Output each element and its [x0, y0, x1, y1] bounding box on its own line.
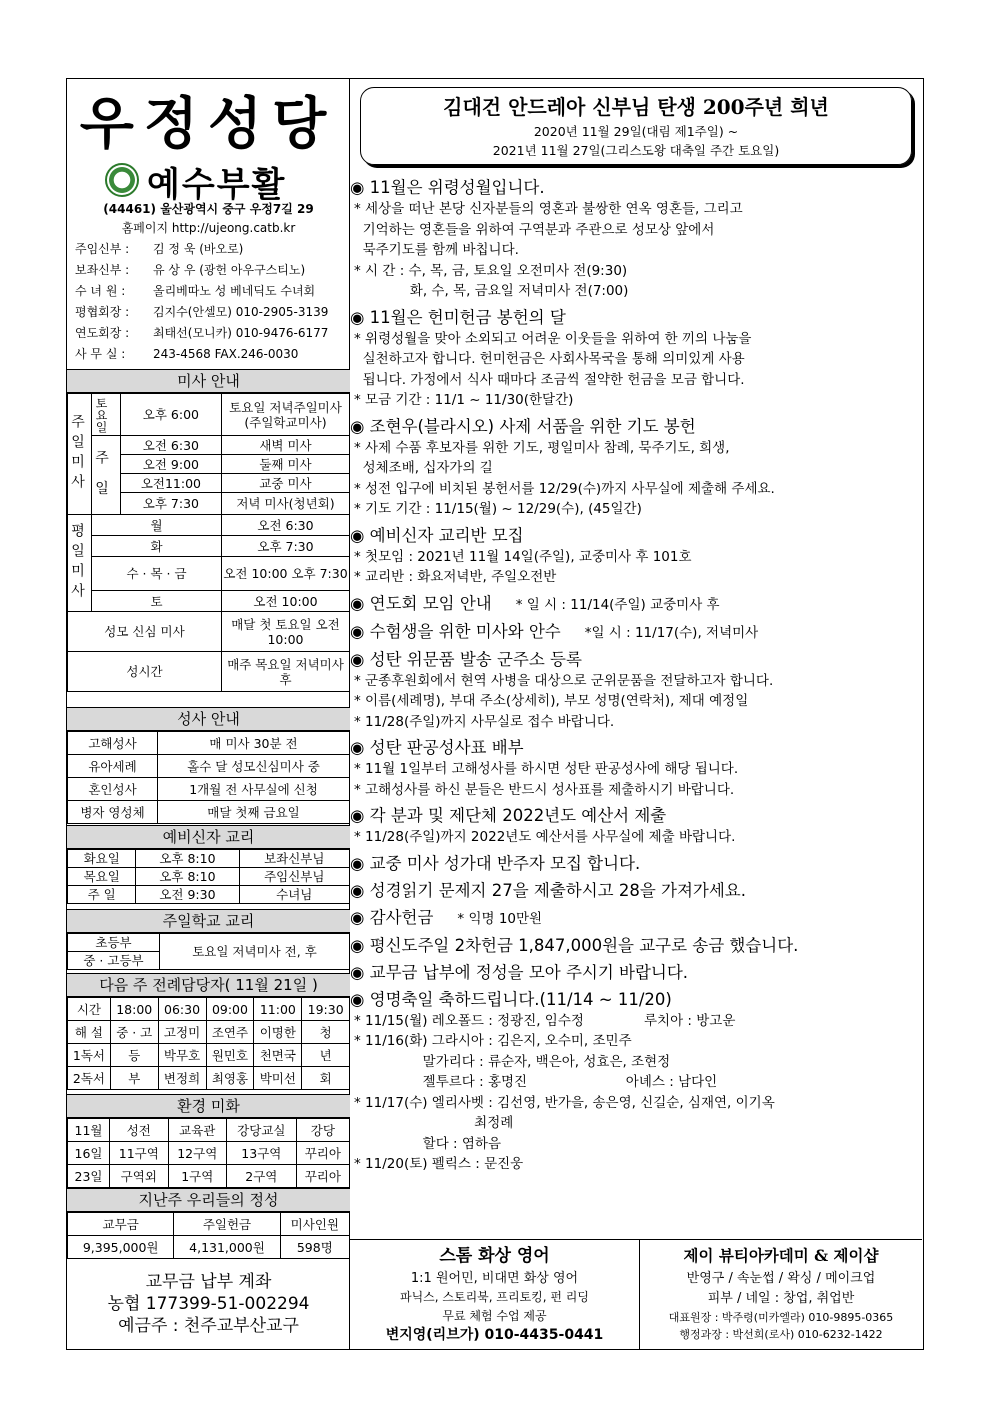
table-cell: 천면국	[254, 1044, 302, 1067]
notice-item	[350, 649, 922, 733]
sunday-time: 오전 9:00	[120, 455, 221, 474]
notice-inline-detail: * 익명 10만원	[457, 910, 543, 927]
sacrament-name: 혼인성사	[68, 778, 158, 801]
account-title: 교무금 납부 계좌	[145, 1272, 272, 1292]
table-header-cell: 11:00	[254, 998, 302, 1021]
notice-title-text: ◉ 예비신자 교리반 모집	[350, 525, 524, 545]
staff-name: 243-4568 FAX.246-0030	[153, 347, 299, 361]
jubilee-box	[360, 87, 912, 165]
ad1-line: 1:1 원어민, 비대면 화상 영어	[410, 1271, 579, 1286]
offering-value: 9,395,000원	[68, 1236, 174, 1259]
table-header-cell: 성전	[110, 1119, 168, 1142]
table-cell: 꾸리아	[296, 1142, 349, 1165]
notice-line: 성체조배, 십자가의 길	[354, 460, 493, 476]
weekday-day: 수 · 목 · 금	[92, 557, 222, 591]
class-teacher: 주임신부님	[239, 868, 349, 886]
notice-line: * 11/28(주일)까지 사무실로 접수 바랍니다.	[354, 713, 615, 730]
notice-title-text: ◉ 교중 미사 성가대 반주자 모집 합니다.	[350, 853, 641, 873]
notice-title-text: ◉ 성탄 판공성사표 배부	[350, 738, 524, 757]
sacrament-title: 성사 안내	[67, 707, 350, 731]
notice-title	[350, 525, 922, 547]
sunday-mass-name: 저녁 미사(청년회)	[222, 493, 350, 515]
notice-title-text: ◉ 교무금 납부에 정성을 모아 주시기 바랍니다.	[350, 962, 689, 982]
sunday-label: 주 일	[92, 436, 121, 515]
notice-item	[350, 593, 922, 616]
notice-line: * 11월 1일부터 고해성사를 하시면 성탄 판공성사에 해당 됩니다.	[354, 761, 739, 777]
right-column	[350, 79, 922, 1349]
weekday-day: 토	[92, 591, 222, 612]
sacrament-name: 유아세례	[68, 755, 158, 778]
notice-title-text: ◉ 11월은 헌미헌금 봉헌의 달	[350, 307, 566, 327]
notice-item	[350, 525, 922, 588]
class-teacher: 보좌신부님	[239, 850, 349, 868]
notice-line: 묵주기도를 함께 바칩니다.	[354, 242, 519, 258]
notice-line: 기억하는 영혼들을 위하여 구역분과 주관으로 성모상 앞에서	[354, 221, 715, 238]
ad-english	[350, 1239, 640, 1349]
sacrament-name: 병자 영성체	[68, 801, 158, 824]
staff-role: 수 녀 원 :	[75, 284, 126, 298]
sunday-mass-name: 둘째 미사	[222, 455, 350, 474]
notice-title-text: ◉ 감사헌금	[350, 907, 434, 927]
jubilee-title: 김대건 안드레아 신부님 탄생 200주년 희년	[443, 95, 829, 119]
bulletin-frame	[66, 78, 924, 1350]
notice-title-text: ◉ 수험생을 위한 미사와 안수	[350, 621, 561, 641]
notice-inline-detail: * 일 시 : 11/14(주일) 교중미사 후	[515, 596, 720, 613]
sunday-mass-name: 새벽 미사	[222, 436, 350, 455]
parish-address: (44461) 울산광역시 중구 우정7길 29	[103, 202, 314, 216]
offering-title: 지난주 우리들의 정성	[67, 1188, 350, 1212]
notice-line: * 위령성월을 맞아 소외되고 어려운 이웃들을 위하여 한 끼의 나눔을	[354, 330, 752, 347]
table-cell: 청	[302, 1021, 350, 1044]
school-grade: 초등부	[68, 934, 160, 952]
offering-value: 4,131,000원	[174, 1236, 280, 1259]
table-cell: 중 · 고	[110, 1021, 158, 1044]
ad1-title: 스톰 화상 영어	[439, 1246, 550, 1266]
table-cell: 원민호	[206, 1044, 254, 1067]
notice-line: * 11/15(월) 레오폴드 : 정광진, 임수정 루치아 : 방고운	[354, 1012, 736, 1029]
jubilee-date-end: 2021년 11월 27일(그리스도왕 대축일 주간 토요일)	[492, 143, 780, 158]
weekday-time: 오후 7:30	[222, 536, 350, 557]
catechumen-section	[67, 825, 350, 904]
table-header-cell: 시간	[68, 998, 111, 1021]
ad1-contact: 변지영(리브가) 010-4435-0441	[385, 1327, 604, 1343]
notice-title	[350, 621, 922, 644]
table-cell: 12구역	[168, 1142, 226, 1165]
notice-item	[350, 989, 922, 1175]
table-cell: 23일	[68, 1165, 110, 1188]
parish-logo-icon	[105, 163, 139, 197]
table-header-cell: 강당교실	[227, 1119, 297, 1142]
environment-title: 환경 미화	[67, 1094, 350, 1118]
environment-section	[67, 1094, 350, 1188]
sacrament-section	[67, 707, 350, 824]
notice-item	[350, 962, 922, 984]
notice-line: * 모금 기간 : 11/1 ~ 11/30(한달간)	[354, 392, 574, 408]
notice-title-text: ◉ 성탄 위문품 발송 군주소 등록	[350, 649, 582, 669]
holy-hour-label: 성시간	[68, 652, 222, 692]
staff-name: 김지수(안셀모) 010-2905-3139	[153, 305, 329, 319]
notice-line: * 군종후원회에서 현역 사병을 대상으로 군위문품을 전달하고자 합니다.	[354, 672, 774, 689]
ad2-contact: 대표원장 : 박주령(미카엘라) 010-9895-0365	[668, 1311, 894, 1324]
table-header-cell: 교육관	[168, 1119, 226, 1142]
staff-name: 올리베따노 성 베네딕도 수녀회	[153, 284, 316, 298]
marian-mass-time: 매달 첫 토요일 오전 10:00	[222, 612, 350, 652]
table-cell: 16일	[68, 1142, 110, 1165]
notice-title	[350, 880, 922, 902]
notice-line: 말가리다 : 류순자, 백은아, 성효은, 조현정	[354, 1053, 671, 1070]
notice-line: 화, 수, 목, 금요일 저녁미사 전(7:00)	[354, 283, 629, 299]
weekday-time: 오전 10:00	[222, 591, 350, 612]
staff-name: 김 정 욱 (바오로)	[153, 242, 244, 256]
offering-section	[67, 1188, 350, 1259]
notice-item	[350, 880, 922, 902]
ad1-line: 무료 체험 수업 제공	[442, 1309, 547, 1323]
notice-inline-detail: *일 시 : 11/17(수), 저녁미사	[584, 624, 759, 641]
notice-line: * 이름(세례명), 부대 주소(상세히), 부모 성명(연락처), 제대 예정일	[354, 693, 749, 709]
notice-item	[350, 307, 922, 411]
notice-title	[350, 307, 922, 329]
notice-line: * 11/17(수) 엘리사벳 : 김선영, 반가을, 송은영, 신길순, 심재연, 이기옥	[354, 1094, 775, 1111]
sacrament-info: 홀수 달 성모신심미사 중	[158, 755, 350, 778]
table-cell: 13구역	[227, 1142, 297, 1165]
class-teacher: 수녀님	[239, 886, 349, 904]
sunday-time: 오전11:00	[120, 474, 221, 493]
notice-line: * 세상을 떠난 본당 신자분들의 영혼과 불쌍한 연옥 영혼들, 그리고	[354, 201, 743, 217]
notice-line: 실천하고자 합니다. 헌미헌금은 사회사목국을 통해 의미있게 사용	[354, 351, 745, 367]
parish-motto: 예수부활	[147, 165, 287, 205]
table-header-cell: 11월	[68, 1119, 110, 1142]
notice-title-text: ◉ 영명축일 축하드립니다.(11/14 ~ 11/20)	[350, 989, 672, 1009]
notice-title	[350, 805, 922, 827]
table-cell: 11구역	[110, 1142, 168, 1165]
staff-role: 평협회장 :	[75, 305, 130, 319]
notice-title	[350, 935, 922, 957]
table-header-cell: 강당	[296, 1119, 349, 1142]
saturday-desc: 토요일 저녁주일미사 (주일학교미사)	[222, 394, 350, 436]
notice-title-text: ◉ 조현우(블라시오) 사제 서품을 위한 기도 봉헌	[350, 416, 696, 436]
table-cell: 꾸리아	[296, 1165, 349, 1188]
notice-item	[350, 853, 922, 875]
weekday-time: 오전 6:30	[222, 515, 350, 536]
class-day: 화요일	[68, 850, 136, 868]
table-header-cell: 19:30	[302, 998, 350, 1021]
class-time: 오전 9:30	[136, 886, 239, 904]
notice-title	[350, 907, 922, 930]
table-cell: 회	[302, 1067, 350, 1090]
notice-title	[350, 962, 922, 984]
liturgy-title: 다음 주 전례담당자( 11월 21일 )	[67, 973, 350, 997]
weekday-day: 화	[92, 536, 222, 557]
weekday-time: 오전 10:00 오후 7:30	[222, 557, 350, 591]
notice-line: * 11/28(주일)까지 2022년도 예산서를 사무실에 제출 바랍니다.	[354, 829, 736, 845]
sunday-mass-name: 교중 미사	[222, 474, 350, 493]
ad2-contact: 행정과장 : 박선희(로사) 010-6232-1422	[679, 1328, 883, 1341]
table-cell: 조연주	[206, 1021, 254, 1044]
parish-title: 우정성당	[79, 91, 337, 157]
table-header-cell: 06:30	[158, 998, 206, 1021]
table-cell: 박무호	[158, 1044, 206, 1067]
table-cell: 2독서	[68, 1067, 111, 1090]
ad1-line: 파닉스, 스토리북, 프리토킹, 펀 리딩	[400, 1290, 589, 1304]
notice-line: * 첫모임 : 2021년 11월 14일(주일), 교중미사 후 101호	[354, 548, 692, 565]
left-column	[67, 79, 350, 1349]
holy-hour-time: 매주 목요일 저녁미사 후	[222, 652, 350, 692]
liturgy-section	[67, 973, 350, 1090]
table-cell: 변정희	[158, 1067, 206, 1090]
weekday-mass-label: 평일미사	[68, 515, 92, 612]
class-time: 오후 8:10	[136, 850, 239, 868]
notice-item	[350, 737, 922, 800]
ad2-title: 제이 뷰티아카데미 & 제이샵	[683, 1246, 879, 1265]
notice-line: * 고해성사를 하신 분들은 반드시 성사표를 제출하시기 바랍니다.	[354, 781, 735, 798]
ad-beauty	[640, 1239, 922, 1349]
table-cell: 이명한	[254, 1021, 302, 1044]
offering-value: 598명	[280, 1236, 349, 1259]
staff-role: 사 무 실 :	[75, 347, 126, 361]
sunday-time: 오후 7:30	[120, 493, 221, 515]
liturgy-table	[67, 997, 350, 1090]
notice-title	[350, 177, 922, 199]
table-header-cell: 09:00	[206, 998, 254, 1021]
school-time: 토요일 저녁미사 전, 후	[160, 934, 350, 970]
notice-line: * 성전 입구에 비치된 봉헌서를 12/29(수)까지 사무실에 제출해 주세요.	[354, 480, 775, 497]
notice-title-text: ◉ 성경읽기 문제지 27을 제출하시고 28을 가져가세요.	[350, 880, 746, 900]
offering-header: 교무금	[68, 1213, 174, 1236]
notice-line: 됩니다. 가정에서 식사 때마다 조금씩 절약한 헌금을 모금 합니다.	[354, 371, 745, 388]
sunday-mass-label: 주일미사	[68, 394, 92, 515]
staff-name: 유 상 우 (광헌 아우구스티노)	[153, 263, 306, 277]
notice-item	[350, 935, 922, 957]
account-holder: 예금주 : 천주교부산교구	[118, 1316, 299, 1336]
notice-title	[350, 649, 922, 671]
notice-line: * 11/16(화) 그라시아 : 김은지, 오수미, 조민주	[354, 1033, 632, 1049]
notice-line: * 사제 수품 후보자를 위한 기도, 평일미사 참례, 묵주기도, 희생,	[354, 439, 730, 456]
table-cell: 년	[302, 1044, 350, 1067]
saturday-label: 토요일	[92, 394, 121, 436]
notice-title	[350, 416, 922, 438]
parish-header	[67, 79, 349, 369]
notice-item	[350, 621, 922, 644]
notice-title	[350, 593, 922, 616]
notice-item	[350, 907, 922, 930]
notice-line: * 교리반 : 화요저녁반, 주일오전반	[354, 569, 557, 585]
table-cell: 등	[110, 1044, 158, 1067]
notice-line: * 기도 기간 : 11/15(월) ~ 12/29(수), (45일간)	[354, 501, 642, 517]
mass-section	[67, 369, 350, 692]
staff-name: 최태선(모니카) 010-9476-6177	[153, 326, 329, 340]
marian-mass-label: 성모 신심 미사	[68, 612, 222, 652]
table-cell: 고정미	[158, 1021, 206, 1044]
sacrament-info: 매달 첫째 금요일	[158, 801, 350, 824]
notice-item	[350, 805, 922, 848]
catechumen-title: 예비신자 교리	[67, 825, 350, 849]
notice-title	[350, 853, 922, 875]
notice-line: 최정례	[354, 1115, 514, 1131]
table-cell: 해 설	[68, 1021, 111, 1044]
offering-header: 미사인원	[280, 1213, 349, 1236]
notice-title-text: ◉ 연도회 모임 안내	[350, 593, 492, 613]
class-time: 오후 8:10	[136, 868, 239, 886]
table-cell: 1구역	[168, 1165, 226, 1188]
weekday-day: 월	[92, 515, 222, 536]
sunday-school-title: 주일학교 교리	[67, 909, 350, 933]
notice-title-text: ◉ 평신도주일 2차헌금 1,847,000원을 교구로 송금 했습니다.	[350, 935, 799, 955]
notice-item	[350, 177, 922, 302]
sacrament-info: 1개월 전 사무실에 신청	[158, 778, 350, 801]
notice-line: * 11/20(토) 펠릭스 : 문진웅	[354, 1156, 524, 1172]
sacrament-name: 고해성사	[68, 732, 158, 755]
mass-title: 미사 안내	[67, 369, 350, 393]
ad2-line: 피부 / 네일 : 창업, 취업반	[707, 1291, 855, 1306]
staff-role: 연도회장 :	[75, 326, 130, 340]
table-cell: 부	[110, 1067, 158, 1090]
notice-title	[350, 737, 922, 759]
class-day: 주 일	[68, 886, 136, 904]
account-section	[67, 1271, 350, 1337]
mass-table	[67, 393, 350, 692]
notice-line: * 시 간 : 수, 목, 금, 토요일 오전미사 전(9:30)	[354, 262, 628, 279]
table-cell: 구역외	[110, 1165, 168, 1188]
environment-table	[67, 1118, 350, 1188]
class-day: 목요일	[68, 868, 136, 886]
sacrament-info: 매 미사 30분 전	[158, 732, 350, 755]
notice-list	[350, 177, 922, 1180]
table-cell: 최영홍	[206, 1067, 254, 1090]
ad2-line: 반영구 / 속눈썹 / 왁싱 / 메이크업	[686, 1271, 876, 1286]
table-header-cell: 18:00	[110, 998, 158, 1021]
table-cell: 2구역	[227, 1165, 297, 1188]
notice-title	[350, 989, 922, 1011]
sunday-time: 오전 6:30	[120, 436, 221, 455]
notice-title-text: ◉ 11월은 위령성월입니다.	[350, 178, 545, 197]
notice-line: 젤투르다 : 홍명진 아녜스 : 남다인	[354, 1074, 718, 1090]
jubilee-date-start: 2020년 11월 29일(대림 제1주일) ~	[533, 124, 739, 139]
staff-role: 주임신부 :	[75, 242, 130, 256]
table-cell: 박미선	[254, 1067, 302, 1090]
sunday-school-section	[67, 909, 350, 970]
notice-title-text: ◉ 각 분과 및 제단체 2022년도 예산서 제출	[350, 806, 667, 825]
saturday-time: 오후 6:00	[120, 394, 221, 436]
school-grade: 중 · 고등부	[68, 952, 160, 970]
account-number: 농협 177399-51-002294	[107, 1294, 310, 1314]
parish-homepage[interactable]: 홈페이지 http://ujeong.catb.kr	[121, 221, 296, 235]
notice-line: 할다 : 염하음	[354, 1135, 501, 1152]
staff-role: 보좌신부 :	[75, 263, 130, 277]
table-cell: 1독서	[68, 1044, 111, 1067]
notice-item	[350, 416, 922, 520]
offering-header: 주일헌금	[174, 1213, 280, 1236]
